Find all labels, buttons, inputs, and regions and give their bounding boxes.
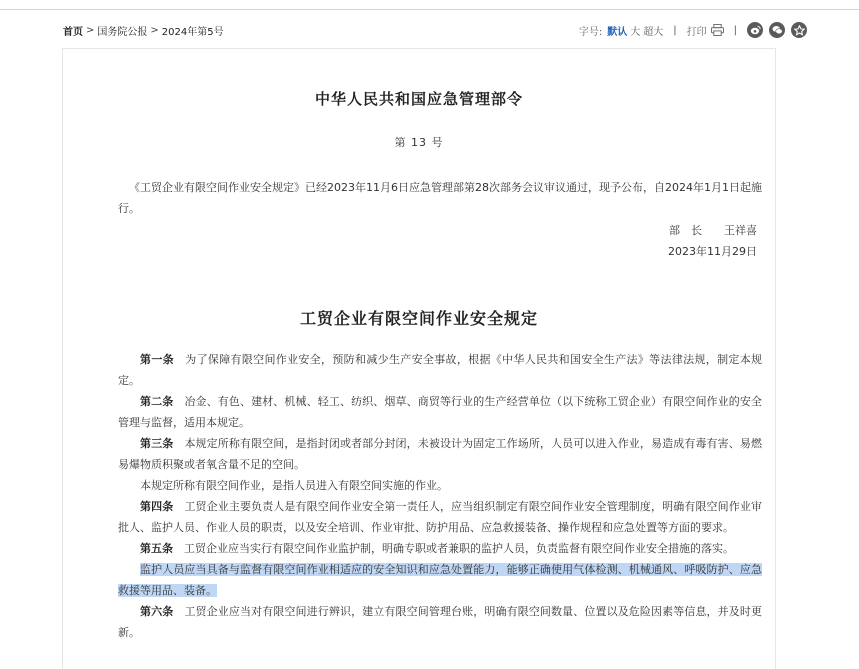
article-label: 第四条 [140, 500, 174, 513]
weibo-icon[interactable] [747, 22, 763, 38]
selected-text[interactable]: 监护人员应当具备与监督有限空间作业相适应的安全知识和应急处置能力，能够正确使用气体检测、机械通风、呼吸防护、应急救援等用品、装备。 [118, 563, 762, 597]
wechat-icon[interactable] [769, 22, 785, 38]
article-paragraph [118, 496, 762, 538]
toolbar-divider: | [673, 24, 677, 36]
article-paragraph [118, 349, 762, 391]
article-label: 第一条 [140, 353, 174, 366]
signer: 部 长 王祥喜 [669, 224, 757, 237]
print-button[interactable] [687, 23, 724, 38]
breadcrumb [63, 23, 224, 38]
article-label: 第三条 [140, 437, 174, 450]
article-paragraph [118, 538, 762, 559]
regulation-title: 工贸企业有限空间作业安全规定 [299, 309, 538, 328]
font-size-large-button[interactable]: 大 [630, 26, 641, 38]
font-size-default-button[interactable]: 默认 [607, 26, 628, 38]
article-label: 第五条 [140, 542, 173, 555]
article-text: 为了保障有限空间作业安全，预防和减少生产安全事故，根据《中华人民共和国安全生产法》等法律法规，制定本规定。 [118, 353, 763, 387]
article-text: 冶金、有色、建材、机械、轻工、纺织、烟草、商贸等行业的生产经营单位（以下统称工贸企业）有限空间作业的安全管理与监督，适用本规定。 [118, 395, 762, 429]
font-size-xlarge-button[interactable]: 超大 [643, 26, 664, 38]
sign-date: 2023年11月29日 [668, 245, 757, 258]
font-size-label: 字号: [578, 26, 603, 38]
breadcrumb-separator: > [86, 24, 95, 36]
article-paragraph [118, 433, 762, 475]
breadcrumb-gazette[interactable]: 国务院公报 [97, 26, 148, 38]
articles [118, 349, 762, 643]
favorite-icon[interactable] [791, 22, 807, 38]
article-text: 工贸企业应当对有限空间进行辨识，建立有限空间管理台账，明确有限空间数量、位置以及危险因素等信息，并及时更新。 [118, 605, 762, 639]
article-text: 本规定所称有限空间，是指封闭或者部分封闭，未被设计为固定工作场所，人员可以进入作业，易造成有毒有害、易燃易爆物质积聚或者氧含量不足的空间。 [118, 437, 762, 471]
breadcrumb-home[interactable]: 首页 [63, 26, 83, 38]
article-paragraph [118, 475, 762, 496]
document-page [62, 48, 776, 669]
print-label: 打印 [686, 26, 707, 38]
article-text: 工贸企业应当实行有限空间作业监护制，明确专职或者兼职的监护人员，负责监督有限空间作业安全措施的落实。 [184, 542, 734, 555]
article-text: 工贸企业主要负责人是有限空间作业安全第一责任人，应当组织制定有限空间作业安全管理制度，明确有限空间作业审批人、监护人员、作业人员的职责，以及安全培训、作业审批、防护用品、应急救援装备、操作规程和应急处置等方面的要求。 [118, 500, 762, 534]
order-title: 中华人民共和国应急管理部令 [314, 90, 523, 108]
article-paragraph-selected [118, 559, 762, 601]
toolbar [579, 22, 807, 38]
share-icons [747, 22, 807, 38]
article-label: 第六条 [140, 605, 174, 618]
article-paragraph [118, 391, 762, 433]
order-number: 第 13 号 [394, 136, 444, 149]
article-text: 本规定所称有限空间作业，是指人员进入有限空间实施的作业。 [140, 479, 448, 492]
article-paragraph [118, 601, 762, 643]
breadcrumb-separator: > [150, 24, 159, 36]
breadcrumb-issue[interactable]: 2024年第5号 [161, 26, 224, 38]
top-bar [63, 20, 807, 40]
top-divider [0, 9, 859, 10]
intro-paragraph: 《工贸企业有限空间作业安全规定》已经2023年11月6日应急管理部第28次部务会议审议通过，现予公布，自2024年1月1日起施行。 [118, 181, 762, 215]
toolbar-divider: | [733, 24, 737, 36]
print-icon [711, 24, 724, 36]
article-label: 第二条 [140, 395, 174, 408]
